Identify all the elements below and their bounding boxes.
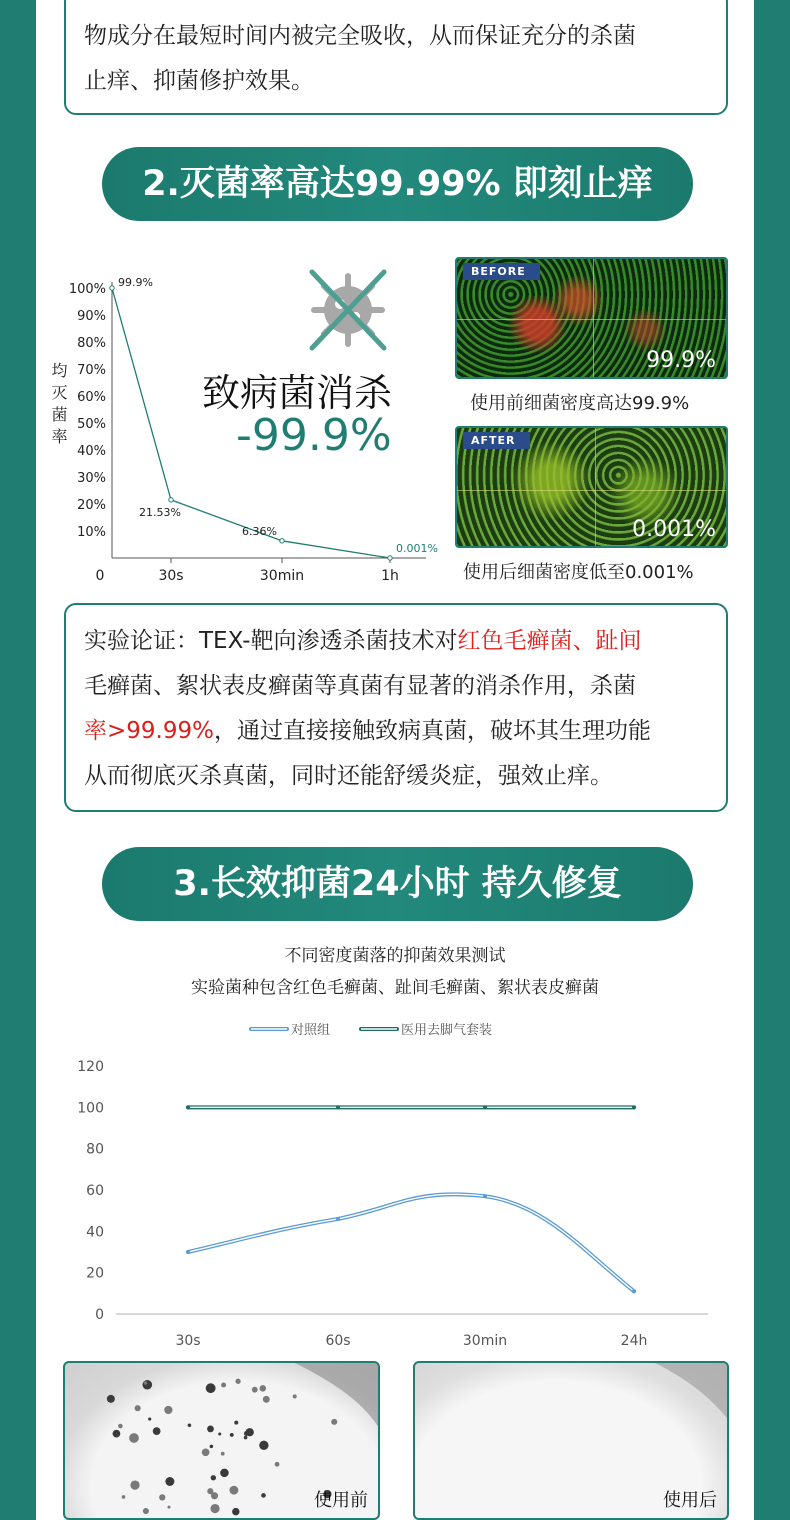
colony: [230, 1433, 234, 1437]
section3-subtitle-2: 实验菌种包含红色毛癣菌、趾间毛癣菌、絮状表皮癣菌: [191, 978, 599, 998]
after-pct: 0.001%: [632, 517, 716, 542]
y-tick-label: 60%: [77, 390, 106, 405]
data-label: 0.001%: [396, 541, 438, 555]
colony: [143, 1508, 149, 1514]
colony: [263, 1396, 270, 1403]
colony: [234, 1421, 238, 1425]
section2-title: 2.灭菌率高达99.99% 即刻止痒: [102, 147, 693, 221]
dish-after-label: 使用后: [663, 1490, 717, 1511]
colony: [293, 1394, 297, 1398]
y-tick-label: 100: [77, 1100, 104, 1117]
dish-before: [63, 1361, 380, 1520]
colony: [188, 1423, 192, 1427]
colony: [218, 1432, 221, 1435]
colony: [165, 1477, 174, 1486]
colony: [202, 1448, 210, 1456]
evidence-line-1: [84, 619, 726, 664]
evidence-line-3: [84, 709, 726, 754]
treated-point: [186, 1105, 190, 1109]
colony: [167, 1506, 170, 1509]
y-tick-label: 60: [86, 1183, 104, 1199]
page: [36, 0, 754, 1520]
after-tag: AFTER: [463, 432, 530, 449]
colony: [220, 1469, 229, 1478]
colony: [261, 1493, 266, 1498]
evidence-box: [64, 603, 728, 812]
x-tick-label: 24h: [620, 1333, 648, 1349]
treated-point: [483, 1105, 487, 1109]
colony: [229, 1486, 238, 1495]
colony: [244, 1436, 248, 1440]
x-tick-label: 1h: [381, 568, 399, 584]
data-label: 21.53%: [139, 505, 181, 519]
before-micrograph: [455, 257, 728, 379]
intro-line-2: 止痒、抑菌修护效果。: [84, 68, 314, 94]
treated-point: [632, 1105, 636, 1109]
colony: [164, 1406, 172, 1414]
y-tick-label: 0: [95, 1307, 104, 1323]
kill-rate-point: [388, 556, 392, 560]
colony: [259, 1441, 268, 1450]
x-tick-label: 30min: [259, 568, 305, 584]
colony: [148, 1417, 151, 1420]
colony: [210, 1504, 219, 1513]
evidence-text-1: 实验论证：TEX-靶向渗透杀菌技术对: [84, 628, 458, 654]
evidence-text-3: ，通过直接接触致病真菌，破坏其生理功能: [213, 718, 651, 744]
evidence-line-2: 毛癣菌、絮状表皮癣菌等真菌有显著的消杀作用，杀菌: [84, 673, 636, 699]
control-point: [483, 1194, 487, 1198]
evidence-red-3: 率>99.99%: [84, 718, 214, 744]
x-tick-label: 30s: [158, 568, 184, 584]
colony: [130, 1480, 139, 1489]
evidence-red-1: 红色毛癣菌、趾间: [457, 628, 642, 654]
legend-label: 医用去脚气套装: [401, 1023, 493, 1038]
x-tick-label: 60s: [325, 1333, 351, 1349]
colony: [275, 1462, 280, 1467]
colony: [252, 1387, 258, 1393]
after-caption: 使用后细菌密度低至0.001%: [463, 562, 694, 583]
kill-value: -99.9%: [236, 410, 392, 461]
y-tick-label: 50%: [77, 417, 106, 432]
x-tick-label: 0: [95, 568, 105, 584]
colony: [122, 1495, 126, 1499]
colony: [221, 1383, 226, 1388]
dish-before-label: 使用前: [314, 1490, 368, 1511]
x-tick-label: 30s: [175, 1333, 201, 1349]
colony: [144, 1381, 148, 1385]
colony: [107, 1395, 115, 1403]
colony: [211, 1475, 216, 1480]
control-line-inner: [188, 1194, 634, 1291]
section3-subtitle-1: 不同密度菌落的抑菌效果测试: [284, 946, 506, 966]
evidence-line-4: 从而彻底灭杀真菌，同时还能舒缓炎症，强效止痒。: [84, 763, 613, 789]
kill-rate-ylabel-text: 均灭菌率: [49, 362, 68, 450]
x-tick-label: 30min: [462, 1333, 508, 1349]
after-micrograph: [455, 426, 728, 548]
dish-after: [413, 1361, 729, 1520]
intro-box: [64, 0, 728, 115]
y-tick-label: 30%: [77, 471, 106, 486]
colony: [207, 1426, 214, 1433]
colony: [135, 1405, 141, 1411]
colony: [260, 1385, 266, 1391]
before-tag: BEFORE: [463, 263, 540, 280]
y-tick-label: 100%: [68, 282, 106, 297]
y-tick-label: 20%: [77, 498, 106, 513]
before-caption: 使用前细菌密度高达99.9%: [470, 393, 690, 414]
y-tick-label: 40: [86, 1224, 104, 1241]
y-tick-label: 70%: [77, 363, 106, 378]
control-point: [632, 1289, 636, 1293]
before-pct: 99.9%: [646, 348, 716, 373]
kill-rate-point: [169, 498, 173, 502]
control-point: [186, 1250, 190, 1254]
colony: [235, 1379, 240, 1384]
long-term-chart: [36, 1010, 754, 1355]
kill-rate-ylabel: [44, 362, 68, 459]
control-line: [188, 1194, 634, 1291]
legend-label: 对照组: [291, 1023, 331, 1038]
kill-rate-point: [280, 539, 284, 543]
colony: [221, 1452, 225, 1456]
virus-crossed-icon: [306, 268, 390, 352]
colony: [129, 1433, 139, 1443]
y-tick-label: 80%: [77, 336, 106, 351]
colony: [211, 1492, 218, 1499]
kill-label: 致病菌消杀: [202, 371, 393, 415]
colony: [246, 1428, 254, 1436]
control-point: [336, 1217, 340, 1221]
colony: [118, 1424, 123, 1429]
colony: [206, 1383, 216, 1393]
y-tick-label: 40%: [77, 444, 106, 459]
colony: [232, 1508, 239, 1515]
colony: [159, 1494, 165, 1500]
colony: [143, 1380, 153, 1390]
y-tick-label: 10%: [77, 525, 106, 540]
y-tick-label: 120: [77, 1059, 104, 1075]
y-tick-label: 90%: [77, 309, 106, 324]
leaf-shadow: [295, 1363, 380, 1433]
intro-line-1: 物成分在最短时间内被完全吸收，从而保证充分的杀菌: [84, 23, 636, 49]
data-label: 99.9%: [118, 276, 153, 289]
colony: [210, 1445, 214, 1449]
colony: [331, 1419, 337, 1425]
data-label: 6.36%: [242, 524, 277, 538]
y-tick-label: 80: [86, 1141, 104, 1158]
colony: [153, 1427, 161, 1435]
section3-title: 3.长效抑菌24小时 持久修复: [102, 847, 693, 921]
y-tick-label: 20: [86, 1265, 104, 1282]
kill-rate-point: [110, 286, 114, 290]
treated-point: [336, 1105, 340, 1109]
colony: [113, 1430, 121, 1438]
